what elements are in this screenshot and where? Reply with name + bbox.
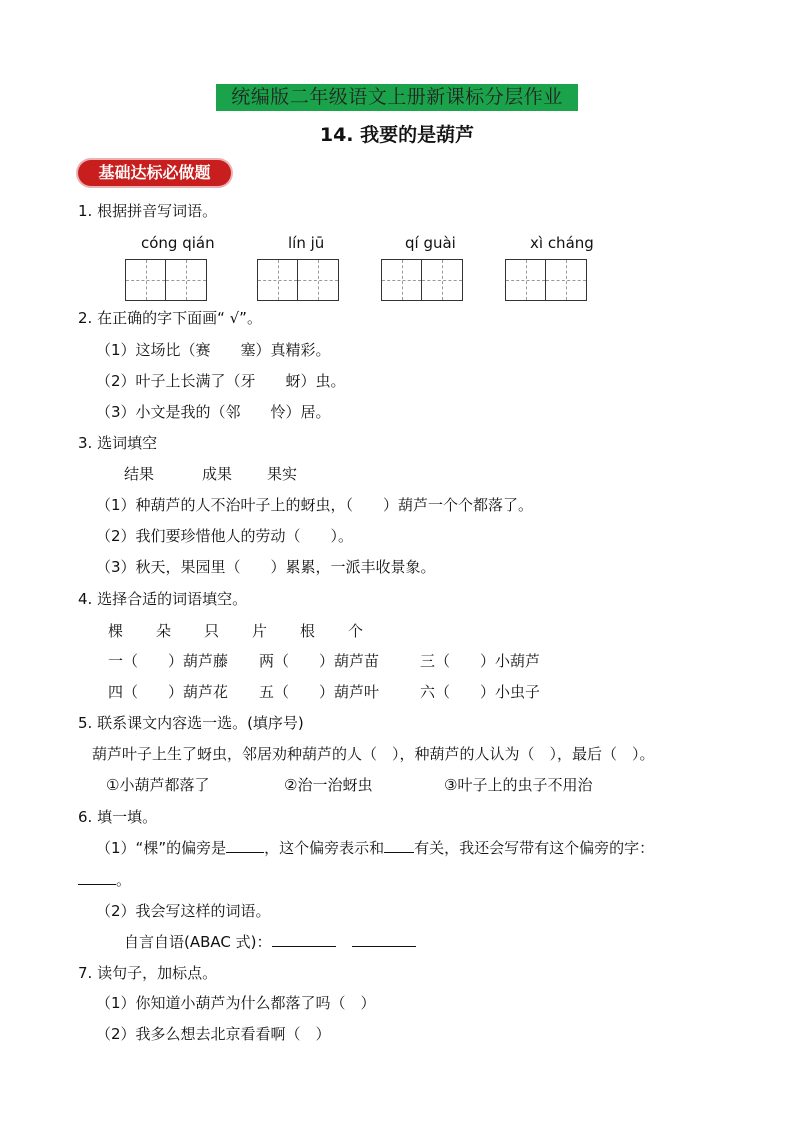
worksheet-banner: 统编版二年级语文上册新课标分层作业 bbox=[216, 84, 578, 111]
q2-item-2: （2）叶子上长满了（牙 蚜）虫。 bbox=[96, 372, 346, 390]
q6-part-2-line bbox=[124, 931, 416, 952]
q5-option-3: ③叶子上的虫子不用治 bbox=[444, 776, 593, 794]
q4-blank-6: 六（ ）小虫子 bbox=[420, 683, 541, 701]
writing-grid-1[interactable] bbox=[125, 259, 207, 301]
q3-item-2: （2）我们要珍惜他人的劳动（ ）。 bbox=[96, 527, 354, 545]
section-badge: 基础达标必做题 bbox=[78, 160, 231, 186]
q4-word-5: 根 bbox=[300, 622, 316, 640]
q6-text-b: ，这个偏旁表示和 bbox=[264, 839, 385, 857]
q5-option-1: ①小葫芦都落了 bbox=[106, 776, 210, 794]
q6-text-end: 。 bbox=[116, 871, 132, 889]
writing-grid-3[interactable] bbox=[381, 259, 463, 301]
question-5-title: 5. 联系课文内容选一选。(填序号) bbox=[78, 714, 304, 732]
q4-blank-4: 四（ ）葫芦花 bbox=[108, 683, 229, 701]
q6-part-2: （2）我会写这样的词语。 bbox=[96, 902, 271, 920]
question-7-title: 7. 读句子，加标点。 bbox=[78, 964, 218, 982]
lesson-title: 14. 我要的是葫芦 bbox=[319, 124, 475, 146]
q6-part-1 bbox=[96, 837, 654, 858]
q4-word-4: 片 bbox=[252, 622, 268, 640]
q4-blank-5: 五（ ）葫芦叶 bbox=[259, 683, 380, 701]
pinyin-1: cóng qián bbox=[141, 234, 215, 252]
q5-stem: 葫芦叶子上生了蚜虫，邻居劝种葫芦的人（ ），种葫芦的人认为（ ），最后（ ）。 bbox=[92, 745, 655, 763]
q3-word-1: 结果 bbox=[124, 465, 155, 483]
q7-item-1: （1）你知道小葫芦为什么都落了吗（ ） bbox=[96, 994, 376, 1012]
q4-word-1: 棵 bbox=[108, 622, 124, 640]
pinyin-4: xì cháng bbox=[530, 234, 594, 252]
q4-word-3: 只 bbox=[204, 622, 220, 640]
q4-word-2: 朵 bbox=[156, 622, 172, 640]
writing-grid-4[interactable] bbox=[505, 259, 587, 301]
q4-word-6: 个 bbox=[348, 622, 364, 640]
q2-item-1: （1）这场比（赛 塞）真精彩。 bbox=[96, 341, 331, 359]
q6-text-a: （1）“棵”的偏旁是 bbox=[96, 839, 227, 857]
answer-blank[interactable] bbox=[352, 931, 416, 947]
question-3-title: 3. 选词填空 bbox=[78, 434, 158, 452]
question-1-title: 1. 根据拼音写词语。 bbox=[78, 202, 218, 220]
q6-text-c: 有关，我还会写带有这个偏旁的字： bbox=[414, 839, 655, 857]
answer-blank[interactable] bbox=[78, 869, 116, 885]
q2-item-3: （3）小文是我的（邻 怜）居。 bbox=[96, 403, 331, 421]
question-4-title: 4. 选择合适的词语填空。 bbox=[78, 590, 248, 608]
answer-blank[interactable] bbox=[226, 837, 264, 853]
q6-part-1-continued bbox=[78, 869, 131, 890]
q3-word-2: 成果 bbox=[202, 465, 233, 483]
q3-item-3: （3）秋天，果园里（ ）累累，一派丰收景象。 bbox=[96, 558, 436, 576]
writing-grid-2[interactable] bbox=[257, 259, 339, 301]
q6-abac-label: 自言自语(ABAC 式)： bbox=[124, 933, 272, 951]
pinyin-2: lín jū bbox=[288, 234, 325, 252]
q7-item-2: （2）我多么想去北京看看啊（ ） bbox=[96, 1025, 331, 1043]
pinyin-3: qí guài bbox=[405, 234, 456, 252]
question-2-title: 2. 在正确的字下面画“ √”。 bbox=[78, 309, 262, 327]
q4-blank-2: 两（ ）葫芦苗 bbox=[259, 652, 380, 670]
q4-blank-3: 三（ ）小葫芦 bbox=[420, 652, 541, 670]
question-6-title: 6. 填一填。 bbox=[78, 808, 158, 826]
q3-word-3: 果实 bbox=[267, 465, 298, 483]
q3-item-1: （1）种葫芦的人不治叶子上的蚜虫，（ ）葫芦一个个都落了。 bbox=[96, 496, 534, 514]
q5-option-2: ②治一治蚜虫 bbox=[284, 776, 373, 794]
q4-blank-1: 一（ ）葫芦藤 bbox=[108, 652, 229, 670]
answer-blank[interactable] bbox=[384, 837, 414, 853]
answer-blank[interactable] bbox=[272, 931, 336, 947]
